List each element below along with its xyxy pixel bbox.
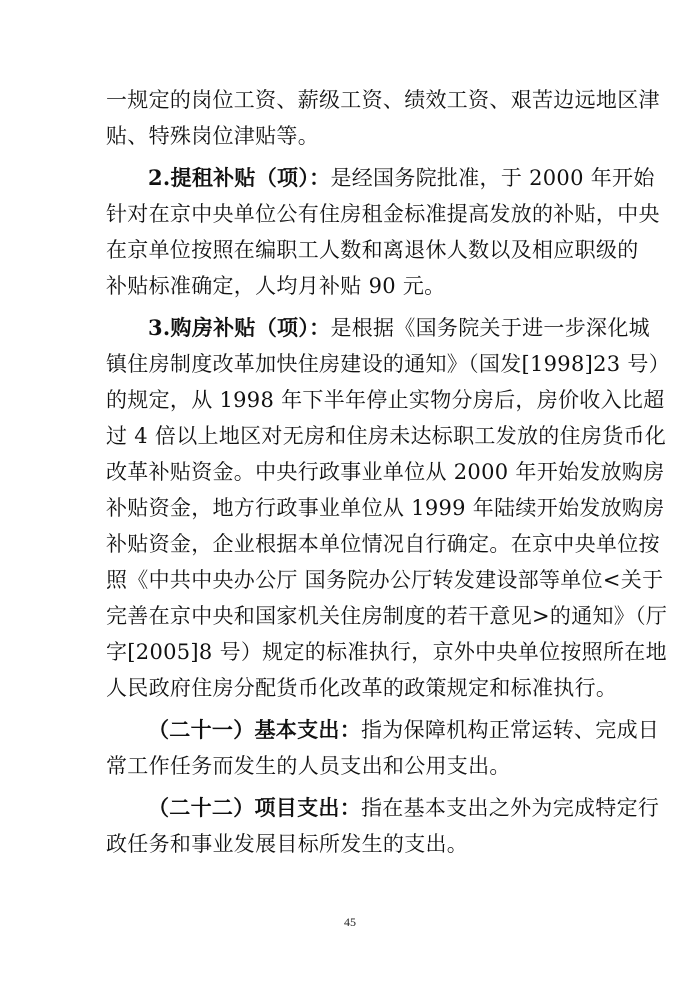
text-line: 政任务和事业发展目标所发生的支出。: [106, 832, 469, 856]
text-line: 照《中共中央办公厅 国务院办公厅转发建设部等单位<关于: [106, 568, 664, 592]
rent-subsidy-text: 是经国务院批准，于 2000 年开始: [330, 166, 655, 190]
rent-subsidy-heading: 2.提租补贴（项）：: [148, 165, 331, 190]
text-line: 过 4 倍以上地区对无房和住房未达标职工发放的住房货币化: [106, 424, 667, 448]
text-line: 在京单位按照在编职工人数和离退休人数以及相应职级的: [106, 238, 639, 262]
text-line: 补贴资金，企业根据本单位情况自行确定。在京中央单位按: [106, 532, 660, 556]
page-number: 45: [344, 915, 356, 929]
paragraph-housing-subsidy-first-line: [106, 310, 650, 346]
paragraph-rent-subsidy-first-line: [106, 160, 655, 196]
project-expenditure-heading: （二十二）项目支出：: [148, 795, 361, 820]
document-body: [106, 82, 671, 862]
paragraph-basic-expenditure-first-line: [106, 712, 660, 748]
housing-subsidy-heading: 3.购房补贴（项）：: [148, 315, 331, 340]
text-line: 人民政府住房分配货币化改革的政策规定和标准执行。: [106, 676, 618, 700]
basic-expenditure-text: 指为保障机构正常运转、完成日: [361, 718, 660, 742]
basic-expenditure-heading: （二十一）基本支出：: [148, 717, 361, 742]
text-line: 补贴标准确定，人均月补贴 90 元。: [106, 274, 446, 298]
text-line: 镇住房制度改革加快住房建设的通知》（国发[1998]23 号）: [106, 352, 671, 376]
text-line: 完善在京中央和国家机关住房制度的若干意见>的通知》（厅: [106, 604, 668, 628]
text-line: 针对在京中央单位公有住房租金标准提高发放的补贴，中央: [106, 202, 660, 226]
text-line: 常工作任务而发生的人员支出和公用支出。: [106, 754, 511, 778]
project-expenditure-text: 指在基本支出之外为完成特定行: [361, 796, 660, 820]
text-line: 改革补贴资金。中央行政事业单位从 2000 年开始发放购房: [106, 460, 665, 484]
text-line: 贴、特殊岗位津贴等。: [106, 124, 319, 148]
housing-subsidy-text: 是根据《国务院关于进一步深化城: [330, 316, 650, 340]
paragraph-project-expenditure-first-line: [106, 790, 660, 826]
text-line: 的规定，从 1998 年下半年停止实物分房后，房价收入比超: [106, 388, 665, 412]
text-line: 一规定的岗位工资、薪级工资、绩效工资、艰苦边远地区津: [106, 88, 660, 112]
text-line: 字[2005]8 号）规定的标准执行，京外中央单位按照所在地: [106, 640, 667, 664]
text-line: 补贴资金，地方行政事业单位从 1999 年陆续开始发放购房: [106, 496, 665, 520]
